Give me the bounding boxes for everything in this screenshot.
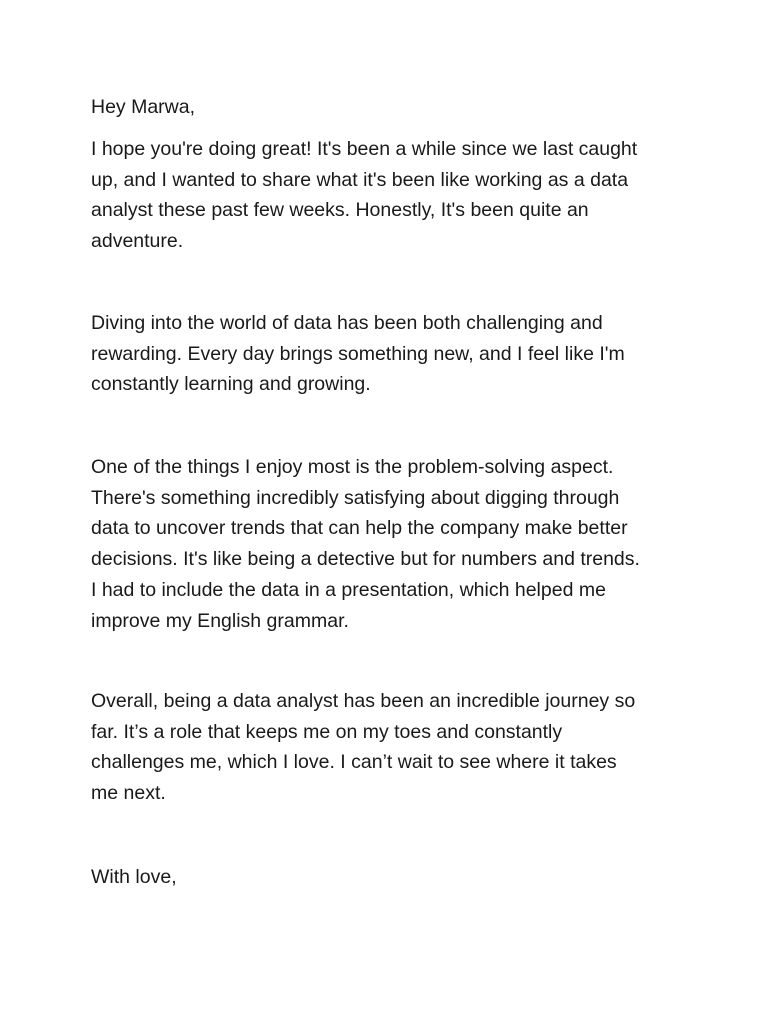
paragraph-2 <box>91 308 691 400</box>
letter-closing: With love, <box>91 866 177 888</box>
paragraph-3-line: I had to include the data in a presentation, which helped me <box>91 578 606 601</box>
paragraph-1-line: I hope you're doing great! It's been a while since we last caught <box>91 138 638 160</box>
paragraph-4-line: far. It’s a role that keeps me on my toes and constantly <box>91 720 563 743</box>
paragraph-3-line: One of the things I enjoy most is the problem-solving aspect. <box>91 456 614 478</box>
paragraph-2-line: constantly learning and growing. <box>91 373 371 396</box>
paragraph-4-line: me next. <box>91 782 166 805</box>
paragraph-3-line: There's something incredibly satisfying about digging through <box>91 486 620 509</box>
paragraph-2-line: Diving into the world of data has been both challenging and <box>91 312 603 334</box>
paragraph-3 <box>91 452 691 636</box>
paragraph-2-line: rewarding. Every day brings something new, and I feel like I'm <box>91 342 625 365</box>
paragraph-1-line: analyst these past few weeks. Honestly, It's been quite an <box>91 199 589 222</box>
paragraph-4 <box>91 686 691 809</box>
paragraph-1-line: up, and I wanted to share what it's been like working as a data <box>91 168 629 191</box>
paragraph-4-line: Overall, being a data analyst has been an incredible journey so <box>91 690 636 712</box>
paragraph-1-line: adventure. <box>91 230 184 253</box>
letter-greeting: Hey Marwa, <box>91 96 196 118</box>
paragraph-3-line: improve my English grammar. <box>91 609 349 632</box>
paragraph-4-line: challenges me, which I love. I can’t wait to see where it takes <box>91 751 617 774</box>
paragraph-1 <box>91 134 691 257</box>
paragraph-3-line: data to uncover trends that can help the company make better <box>91 517 628 540</box>
paragraph-3-line: decisions. It's like being a detective but for numbers and trends. <box>91 548 640 571</box>
